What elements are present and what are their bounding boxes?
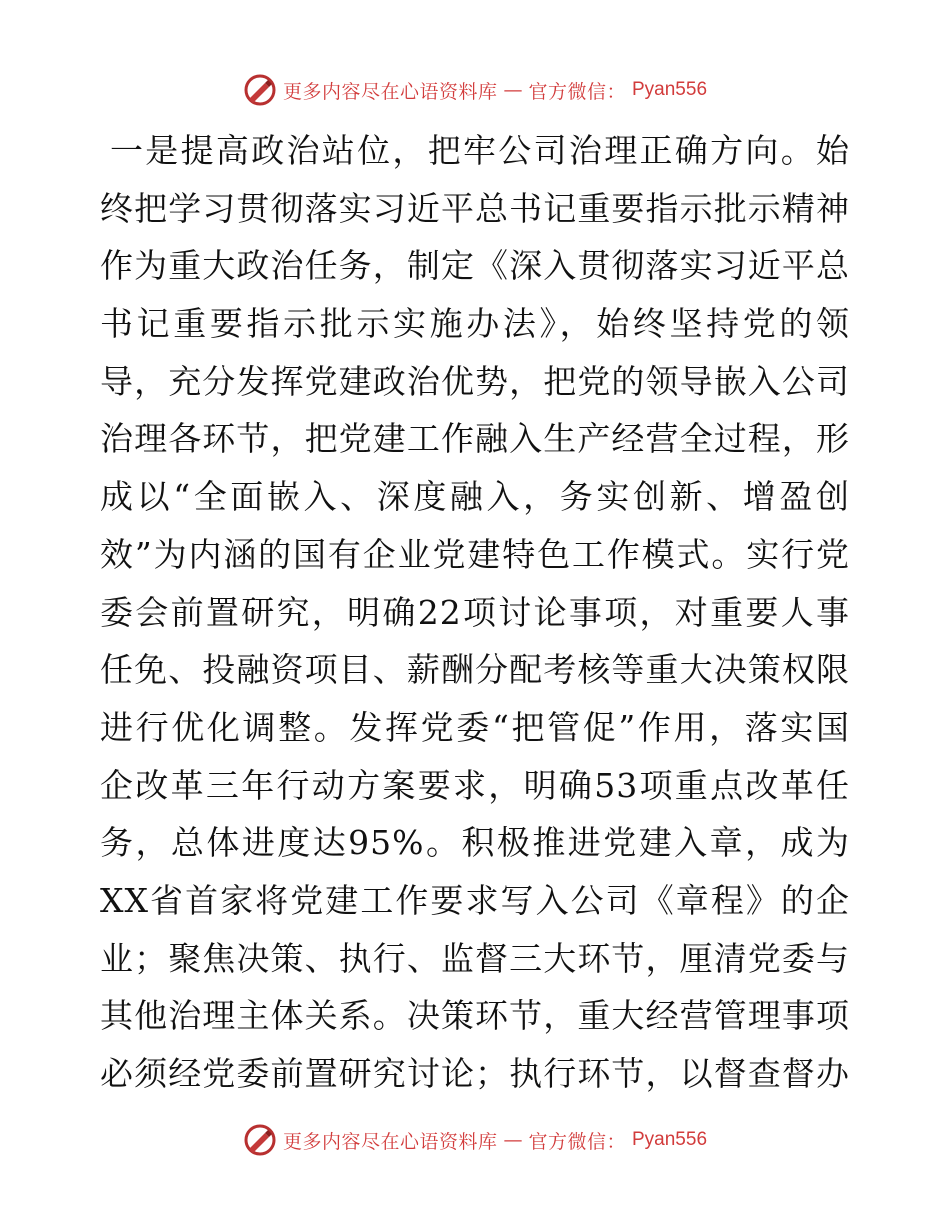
header-watermark	[0, 70, 950, 110]
body-line: 书记重要指示批示实施办法》，始终坚持党的领	[100, 304, 850, 344]
watermark-dash: —	[503, 79, 523, 101]
body-line: 任免、投融资项目、薪酬分配考核等重大决策权限	[100, 650, 850, 690]
body-line: 治理各环节，把党建工作融入生产经营全过程，形	[100, 419, 850, 459]
body-line: 企改革三年行动方案要求，明确53项重点改革任	[100, 765, 850, 805]
pen-logo-icon	[243, 1123, 277, 1157]
pen-logo-icon	[243, 73, 277, 107]
watermark-text: 更多内容尽在心语资料库	[282, 80, 498, 103]
body-line: 务，总体进度达95%。积极推进党建入章，成为	[100, 823, 850, 863]
body-line: 导，充分发挥党建政治优势，把党的领导嵌入公司	[100, 361, 850, 401]
body-line: 终把学习贯彻落实习近平总书记重要指示批示精神	[100, 188, 850, 228]
footer-watermark	[0, 1120, 950, 1160]
body-line: XX省首家将党建工作要求写入公司《章程》的企	[100, 880, 850, 920]
watermark-text: 更多内容尽在心语资料库	[282, 1130, 498, 1153]
body-line: 进行优化调整。发挥党委“把管促”作用，落实国	[100, 707, 850, 747]
body-line: 必须经党委前置研究讨论；执行环节，以督查督办	[100, 1054, 850, 1093]
watermark-id: Pyan556	[632, 1129, 708, 1150]
body-line: 其他治理主体关系。决策环节，重大经营管理事项	[100, 996, 850, 1036]
body-line: 作为重大政治任务，制定《深入贯彻落实习近平总	[100, 246, 850, 286]
watermark-label: 官方微信：	[528, 1130, 626, 1153]
watermark-dash: —	[503, 1129, 523, 1151]
body-line: 成以“全面嵌入、深度融入，务实创新、增盈创	[100, 477, 850, 517]
body-line: 业；聚焦决策、执行、监督三大环节，厘清党委与	[100, 938, 850, 978]
document-body	[100, 122, 850, 1103]
body-line: 效”为内涵的国有企业党建特色工作模式。实行党	[100, 534, 850, 574]
watermark-id: Pyan556	[632, 79, 708, 100]
body-line: 委会前置研究，明确22项讨论事项，对重要人事	[100, 592, 850, 632]
watermark-label: 官方微信：	[528, 80, 626, 103]
body-line: 一是提高政治站位，把牢公司治理正确方向。始	[110, 131, 850, 170]
